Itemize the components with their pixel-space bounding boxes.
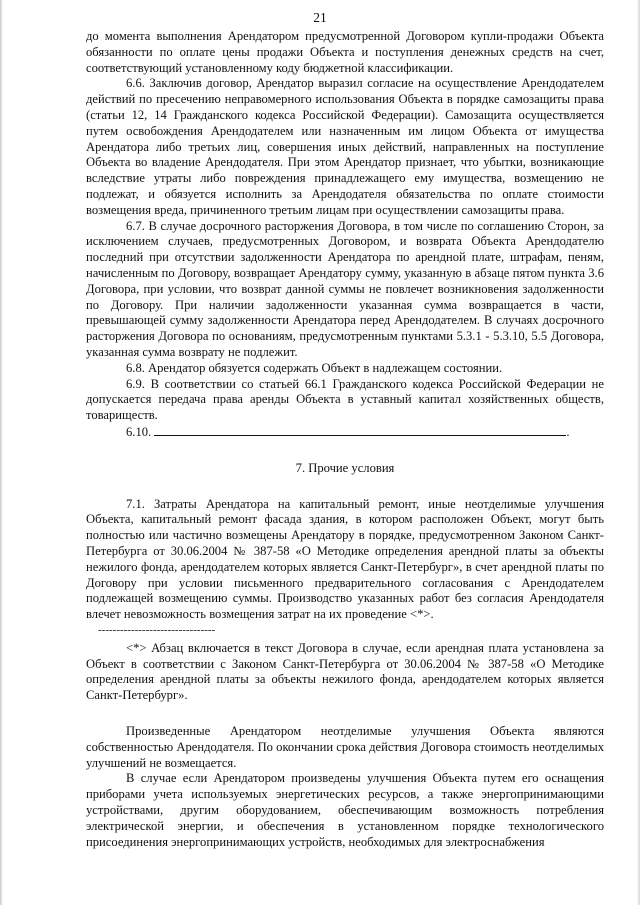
clause-6-7: 6.7. В случае досрочного расторжения Договора, в том числе по соглашению Сторон, за исключением случаев, предусмотренных Договором, и возврата Объекта Арендодателю последний при отсутствии задолженности Арендатора по арендной плате, штрафам, пеням, начисленным по Договору, возвращает Арендатору сумму, указанную в абзаце пятом пункта 3.6 Договора, при условии, что возврат данной суммы не повлечет возникновения задолженности по Договору. При наличии задолженности указанная сумма возвращается в части, превышающей сумму задолженности Арендатора перед Арендодателем. В случаях досрочного расторжения Договора по основаниям, предусмотренным пунктами 5.3.1 - 5.3.10, 5.5 Договора, указанная сумма возврату не подлежит. [86, 218, 604, 359]
scan-edge-left [0, 0, 3, 905]
paragraph-equipment: В случае если Арендатором произведены улучшения Объекта путем его оснащения приборами учета используемых энергетических ресурсов, а также энергопринимающими устройствами, другим оборудованием, обеспечивающим возможность потребления электрической энергии, и обеспечения в установленном порядке технологического присоединения энергопринимающих устройств, необходимых для электроснабжения [86, 771, 604, 849]
spacer [86, 441, 604, 461]
blank-fill-line [154, 424, 566, 436]
page-number: 21 [313, 10, 327, 25]
paragraph-continuation: до момента выполнения Арендатором предусмотренной Договором купли-продажи Объекта обязанности по оплате цены продажи Объекта и поступления денежных средств на счет, соответствующий установленному коду бюджетной классификации. [86, 29, 604, 75]
paragraph-improvements: Произведенные Арендатором неотделимые улучшения Объекта являются собственностью Арендодателя. По окончании срока действия Договора стоимость неотделимых улучшений не возмещается. [86, 724, 604, 770]
document-body [86, 29, 604, 850]
clause-7-1: 7.1. Затраты Арендатора на капитальный ремонт, иные неотделимые улучшения Объекта, капитальный ремонт фасада здания, в котором расположен Объект, могут быть полностью или частично возмещены Арендатору в порядке, предусмотренном Законом Санкт-Петербурга от 30.06.2004 № 387-58 «О Методике определения арендной платы за объекты нежилого фонда, арендодателем которых является Санкт-Петербург», в счет арендной платы по Договору при условии письменного предварительного согласования с Арендодателем подлежащей возмещению суммы. Производство указанных работ без согласия Арендодателя влечет невозможность возмещения затрат на их проведение <*>. [86, 496, 604, 622]
clause-6-8: 6.8. Арендатор обязуется содержать Объект в надлежащем состоянии. [126, 360, 503, 375]
spacer [86, 477, 604, 497]
clause-6-6: 6.6. Заключив договор, Арендатор выразил согласие на осуществление Арендодателем действий по пресечению неправомерного использования Объекта в порядке самозащиты права (статьи 12, 14 Гражданского кодекса Российской Федерации). Самозащита осуществляется путем освобождения Арендодателем или назначенным им лицом Объекта от имущества Арендатора либо третьих лиц, совершения иных действий, направленных на поступление Объекта во владение Арендодателя. При этом Арендатор признает, что убытки, возникающие вследствие утраты либо повреждения принадлежащего ему имущества, возмещению не подлежат, и обязуется исполнить за Арендодателя обязательства по оплате стоимости возмещения вреда, причиненного третьим лицам при осуществлении самозащиты права. [86, 76, 604, 217]
section-heading-7: 7. Прочие условия [295, 460, 395, 475]
footnote-separator: -------------------------------- [98, 623, 216, 636]
spacer [86, 704, 604, 724]
footnote: <*> Абзац включается в текст Договора в случае, если арендная плата установлена за Объект в соответствии с Законом Санкт-Петербурга от 30.06.2004 № 387-58 «О Методике определения арендной платы за объекты нежилого фонда, арендодателем которых является Санкт-Петербург». [86, 640, 604, 703]
clause-6-10-end: . [566, 424, 570, 439]
clause-6-9: 6.9. В соответствии со статьей 66.1 Гражданского кодекса Российской Федерации не допускается передача права аренды Объекта в уставный капитал хозяйственных обществ, товариществ. [86, 376, 604, 423]
clause-6-10 [86, 424, 604, 441]
clause-6-10-label: 6.10. [126, 424, 152, 439]
